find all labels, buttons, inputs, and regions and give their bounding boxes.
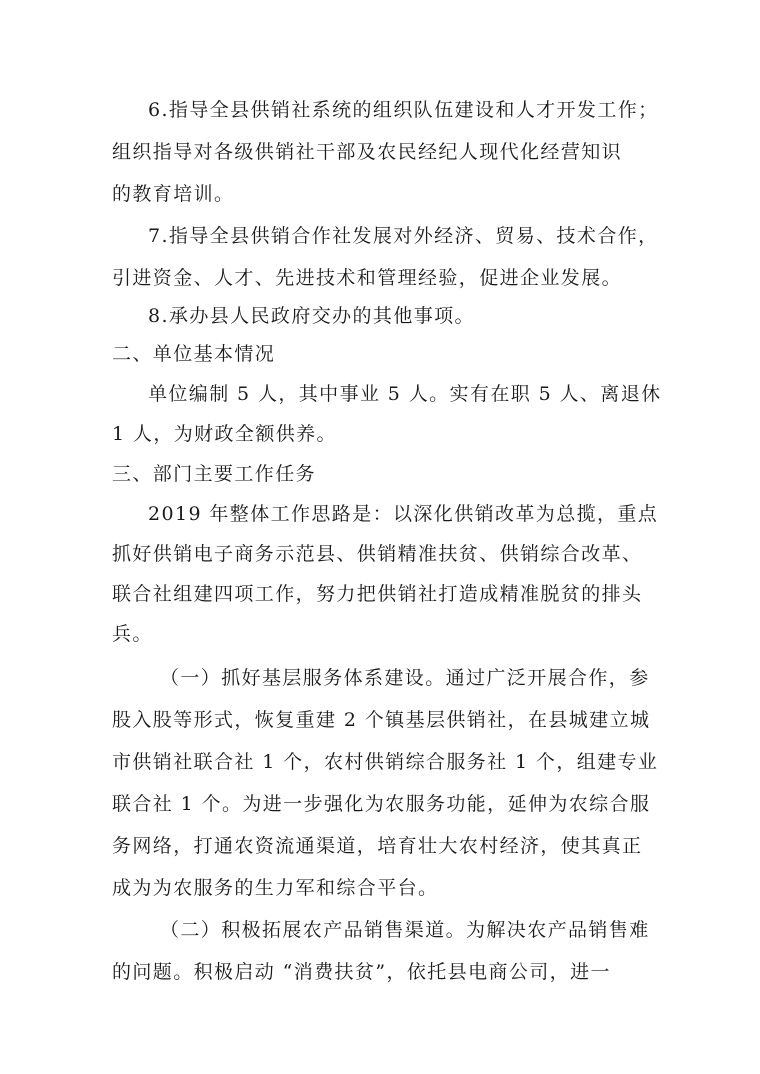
paragraph-line: 成为为农服务的生力军和综合平台。 — [112, 877, 439, 899]
paragraph-line: 市供销社联合社 1 个，农村供销综合服务社 1 个，组建专业 — [112, 751, 659, 773]
paragraph-line: 兵。 — [112, 623, 153, 645]
paragraph-line: 2019 年整体工作思路是：以深化供销改革为总揽，重点 — [148, 503, 659, 525]
paragraph-line: 1 人，为财政全额供养。 — [112, 423, 337, 445]
paragraph-line: 的教育培训。 — [112, 183, 235, 205]
paragraph-line: 联合社 1 个。为进一步强化为农服务功能，延伸为农综合服 — [112, 793, 651, 815]
paragraph-line: 股入股等形式，恢复重建 2 个镇基层供销社，在县城建立城 — [112, 709, 651, 731]
paragraph-line: 8.承办县人民政府交办的其他事项。 — [148, 305, 475, 327]
paragraph-line: 6.指导全县供销社系统的组织队伍建设和人才开发工作； — [148, 99, 659, 121]
paragraph-line: 7.指导全县供销合作社发展对外经济、贸易、技术合作， — [148, 225, 659, 247]
paragraph-line: 务网络，打通农资流通渠道，培育壮大农村经济，使其真正 — [112, 835, 643, 857]
paragraph-line: 单位编制 5 人，其中事业 5 人。实有在职 5 人、离退休 — [148, 383, 662, 405]
section-heading: 二、单位基本情况 — [112, 343, 276, 365]
paragraph-line: 组织指导对各级供销社干部及农民经纪人现代化经营知识 — [112, 141, 623, 163]
paragraph-line: （二）积极拓展农产品销售渠道。为解决农产品销售难 — [160, 919, 650, 941]
paragraph-line: 的问题。积极启动 “消费扶贫”，依托县电商公司，进一 — [112, 961, 611, 983]
paragraph-line: （一）抓好基层服务体系建设。通过广泛开展合作，参 — [160, 667, 650, 689]
section-heading: 三、部门主要工作任务 — [112, 463, 317, 485]
paragraph-line: 引进资金、人才、先进技术和管理经验，促进企业发展。 — [112, 267, 623, 289]
paragraph-line: 抓好供销电子商务示范县、供销精准扶贫、供销综合改革、 — [112, 543, 643, 565]
paragraph-line: 联合社组建四项工作，努力把供销社打造成精准脱贫的排头 — [112, 583, 643, 605]
